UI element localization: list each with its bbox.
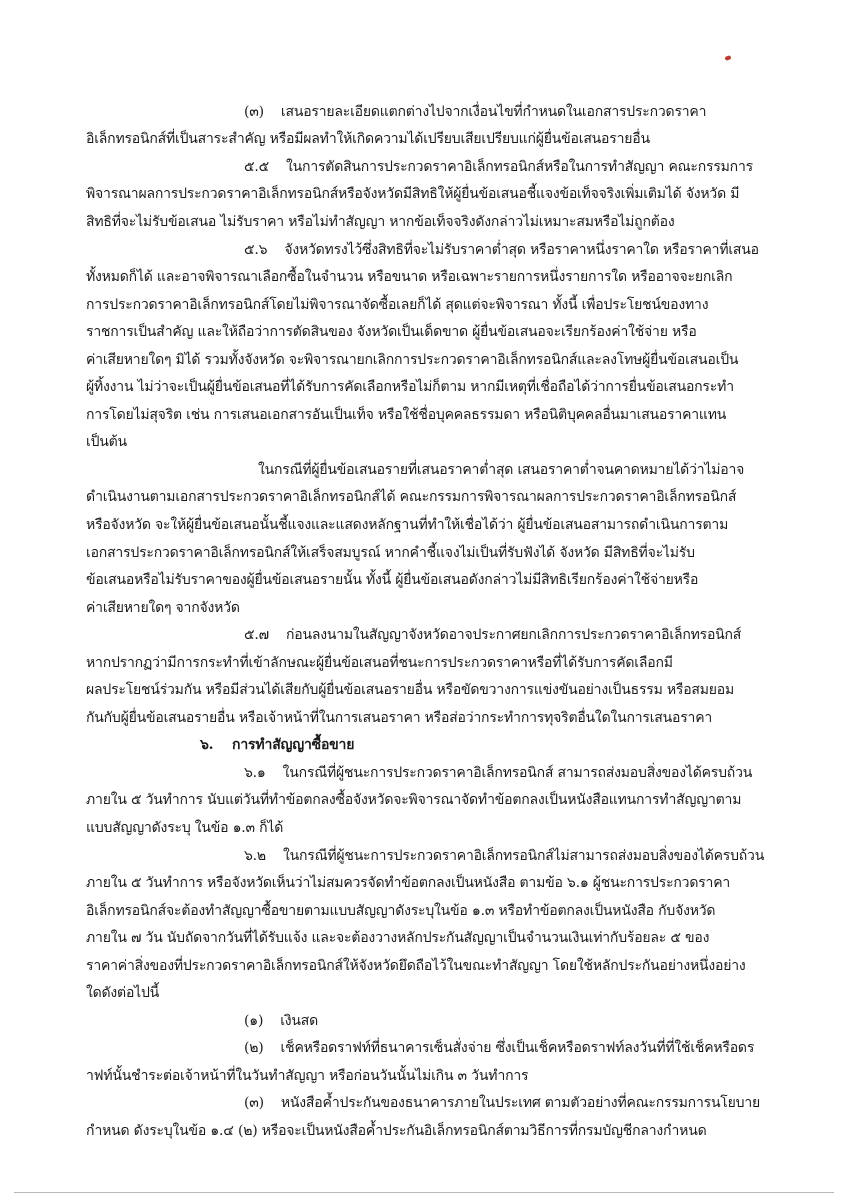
text-line: กันกับผู้ยื่นข้อเสนอรายอื่น หรือเจ้าหน้าที่ในการเสนอราคา หรือส่อว่ากระทำการทุจริตอื่นใดในการเสนอราคา	[86, 710, 713, 726]
text-line: ภายใน ๕ วันทำการ นับแต่วันที่ทำข้อตกลงซื้อจังหวัดจะพิจารณาจัดทำข้อตกลงเป็นหนังสือแทนการทำสัญญาตาม	[86, 792, 742, 808]
section-heading: ๖. การทำสัญญาซื้อขาย	[200, 737, 355, 753]
text-line: ๕.๖ จังหวัดทรงไว้ซึ่งสิทธิที่จะไม่รับราคาต่ำสุด หรือราคาหนึ่งราคาใด หรือราคาที่เสนอ	[244, 242, 759, 258]
text-line: (๓) เสนอรายละเอียดแตกต่างไปจากเงื่อนไขที่กำหนดในเอกสารประกวดราคา	[244, 104, 707, 120]
text-line: ๖.๑ ในกรณีที่ผู้ชนะการประกวดราคาอิเล็กทรอนิกส์ สามารถส่งมอบสิ่งของได้ครบถ้วน	[244, 765, 753, 781]
text-line: พิจารณาผลการประกวดราคาอิเล็กทรอนิกส์หรือจังหวัดมีสิทธิให้ผู้ยื่นข้อเสนอชี้แจงข้อเท็จจริงเพิ่มเติมได้ จังหวัด มี	[86, 186, 740, 202]
text-line: ๕.๕ ในการตัดสินการประกวดราคาอิเล็กทรอนิกส์หรือในการทำสัญญา คณะกรรมการ	[244, 159, 753, 175]
text-line: ภายใน ๕ วันทำการ หรือจังหวัดเห็นว่าไม่สมควรจัดทำข้อตกลงเป็นหนังสือ ตามข้อ ๖.๑ ผู้ชนะการประกวดราคา	[86, 875, 731, 891]
text-line: สิทธิที่จะไม่รับข้อเสนอ ไม่รับราคา หรือไม่ทำสัญญา หากข้อเท็จจริงดังกล่าวไม่เหมาะสมหรือไม่ถูกต้อง	[86, 214, 675, 230]
text-line: ข้อเสนอหรือไม่รับราคาของผู้ยื่นข้อเสนอรายนั้น ทั้งนี้ ผู้ยื่นข้อเสนอดังกล่าวไม่มีสิทธิเรียกร้องค่าใช้จ่ายหรือ	[86, 572, 699, 588]
text-line: ค่าเสียหายใดๆ จากจังหวัด	[86, 600, 240, 616]
text-line: ราคาค่าสิ่งของที่ประกวดราคาอิเล็กทรอนิกส์ให้จังหวัดยึดถือไว้ในขณะทำสัญญา โดยใช้หลักประกันอย่างหนึ่งอย่าง	[86, 958, 746, 974]
text-line: ภายใน ๗ วัน นับถัดจากวันที่ได้รับแจ้ง และจะต้องวางหลักประกันสัญญาเป็นจำนวนเงินเท่ากับร้อยละ ๕ ของ	[86, 930, 710, 946]
text-line: อิเล็กทรอนิกส์จะต้องทำสัญญาซื้อขายตามแบบสัญญาดังระบุในข้อ ๑.๓ หรือทำข้อตกลงเป็นหนังสือ กับจังหวัด	[86, 903, 716, 919]
text-line: ทั้งหมดก็ได้ และอาจพิจารณาเลือกซื้อในจำนวน หรือขนาด หรือเฉพาะรายการหนึ่งรายการใด หรืออาจจะยกเลิก	[86, 269, 733, 285]
text-line: หากปรากฏว่ามีการกระทำที่เข้าลักษณะผู้ยื่นข้อเสนอที่ชนะการประกวดราคาหรือที่ได้รับการคัดเลือกมี	[86, 655, 673, 671]
text-line: แบบสัญญาดังระบุ ในข้อ ๑.๓ ก็ได้	[86, 820, 284, 836]
text-line: เอกสารประกวดราคาอิเล็กทรอนิกส์ให้เสร็จสมบูรณ์ หากคำชี้แจงไม่เป็นที่รับฟังได้ จังหวัด มีสิทธิที่จะไม่รับ	[86, 545, 695, 561]
text-line: ผลประโยชน์ร่วมกัน หรือมีส่วนได้เสียกับผู้ยื่นข้อเสนอรายอื่น หรือขัดขวางการแข่งขันอย่างเป็นธรรม หรือสมยอม	[86, 682, 735, 698]
scan-bottom-edge	[14, 1192, 834, 1193]
text-line: ราชการเป็นสำคัญ และให้ถือว่าการตัดสินของ จังหวัดเป็นเด็ดขาด ผู้ยื่นข้อเสนอจะเรียกร้องค่าใช้จ่าย หรือ	[86, 324, 697, 340]
text-line: าฟท์นั้นชำระต่อเจ้าหน้าที่ในวันทำสัญญา หรือก่อนวันนั้นไม่เกิน ๓ วันทำการ	[86, 1068, 529, 1084]
text-line: (๒) เช็คหรือดราฟท์ที่ธนาคารเซ็นสั่งจ่าย ซึ่งเป็นเช็คหรือดราฟท์ลงวันที่ที่ใช้เช็คหรือดร	[244, 1040, 755, 1056]
text-line: การโดยไม่สุจริต เช่น การเสนอเอกสารอันเป็นเท็จ หรือใช้ชื่อบุคคลธรรมดา หรือนิติบุคคลอื่นมาเสนอราคาแทน	[86, 407, 727, 423]
text-line: (๓) หนังสือค้ำประกันของธนาคารภายในประเทศ ตามตัวอย่างที่คณะกรรมการนโยบาย	[244, 1095, 760, 1111]
text-line: ผู้ทิ้งงาน ไม่ว่าจะเป็นผู้ยื่นข้อเสนอที่ได้รับการคัดเลือกหรือไม่ก็ตาม หากมีเหตุที่เชื่อถือได้ว่าการยื่นข้อเสนอกระทำ	[86, 379, 734, 395]
text-line: (๑) เงินสด	[244, 1013, 319, 1029]
text-line: อิเล็กทรอนิกส์ที่เป็นสาระสำคัญ หรือมีผลทำให้เกิดความได้เปรียบเสียเปรียบแก่ผู้ยื่นข้อเสนอรายอื่น	[86, 131, 650, 147]
text-line: ๖.๒ ในกรณีที่ผู้ชนะการประกวดราคาอิเล็กทรอนิกส์ไม่สามารถส่งมอบสิ่งของได้ครบถ้วน	[244, 848, 765, 864]
text-line: การประกวดราคาอิเล็กทรอนิกส์โดยไม่พิจารณาจัดซื้อเลยก็ได้ สุดแต่จะพิจารณา ทั้งนี้ เพื่อประโยชน์ของทาง	[86, 297, 709, 313]
text-line: ๕.๗ ก่อนลงนามในสัญญาจังหวัดอาจประกาศยกเลิกการประกวดราคาอิเล็กทรอนิกส์	[244, 627, 742, 643]
text-line: ค่าเสียหายใดๆ มิได้ รวมทั้งจังหวัด จะพิจารณายกเลิกการประกวดราคาอิเล็กทรอนิกส์และลงโทษผู้ยื่นข้อเสนอเป็น	[86, 352, 739, 368]
text-line: ใดดังต่อไปนี้	[86, 985, 160, 1001]
text-line: กำหนด ดังระบุในข้อ ๑.๔ (๒) หรือจะเป็นหนังสือค้ำประกันอิเล็กทรอนิกส์ตามวิธีการที่กรมบัญชีกลางกำหนด	[86, 1123, 707, 1139]
red-ink-mark	[724, 55, 731, 61]
text-line: เป็นต้น	[86, 434, 127, 450]
text-line: ดำเนินงานตามเอกสารประกวดราคาอิเล็กทรอนิกส์ได้ คณะกรรมการพิจารณาผลการประกวดราคาอิเล็กทรอนิกส์	[86, 489, 737, 505]
text-line: ในกรณีที่ผู้ยื่นข้อเสนอรายที่เสนอราคาต่ำสุด เสนอราคาต่ำจนคาดหมายได้ว่าไม่อาจ	[258, 462, 745, 478]
text-line: หรือจังหวัด จะให้ผู้ยื่นข้อเสนอนั้นชี้แจงและแสดงหลักฐานที่ทำให้เชื่อได้ว่า ผู้ยื่นข้อเสนอสามารถดำเนินการตาม	[86, 517, 729, 533]
